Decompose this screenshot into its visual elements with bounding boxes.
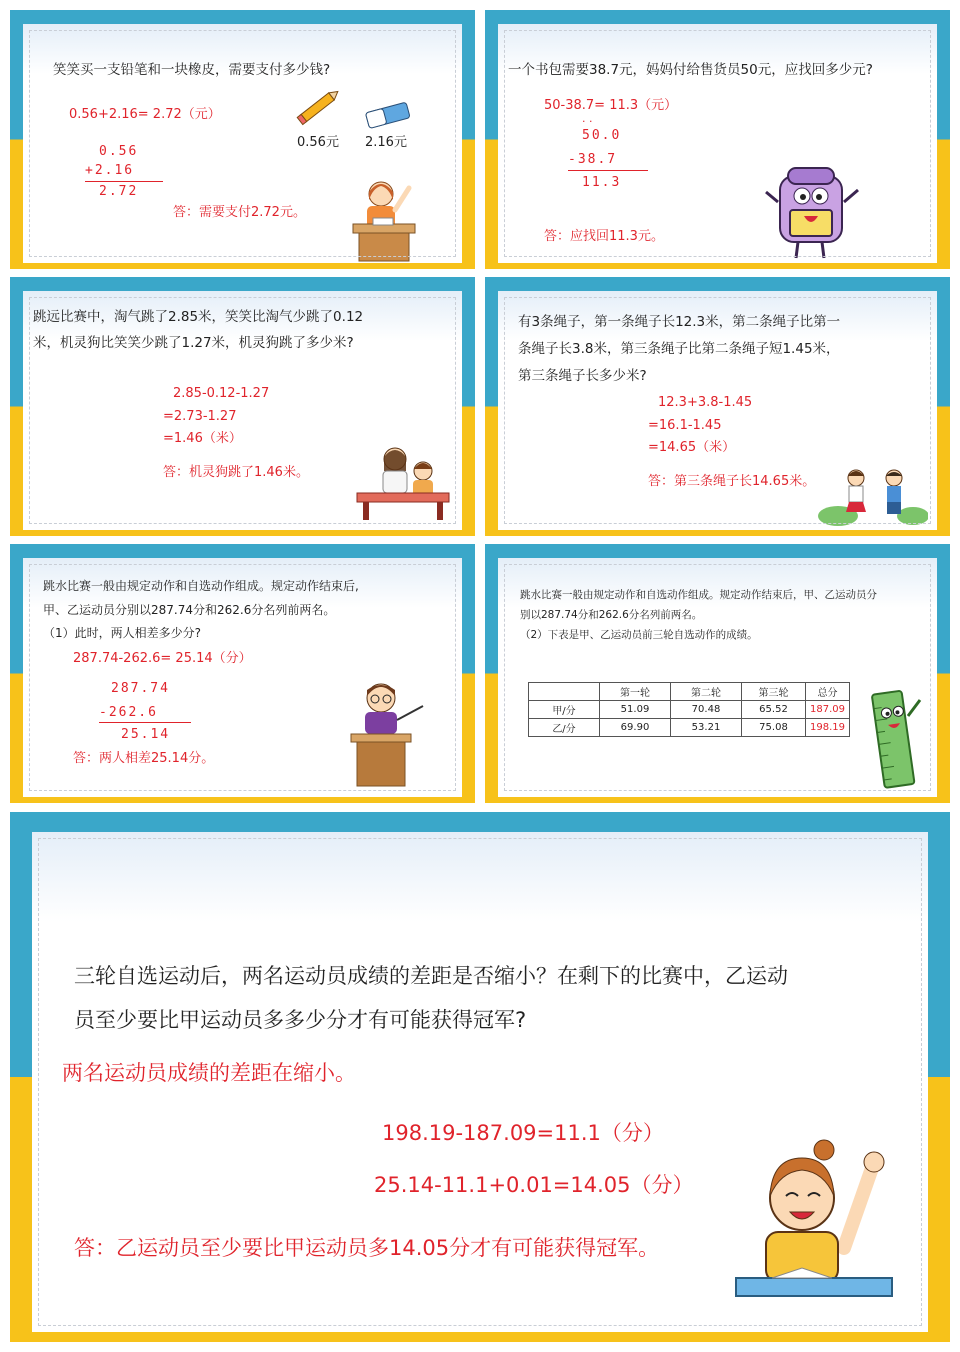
- question-line-1: 有3条绳子，第一条绳子长12.3米，第二条绳子比第一: [518, 314, 841, 330]
- vertical-addend-2: +2.16: [85, 163, 135, 178]
- teacher-podium-icon: [343, 676, 433, 788]
- intro-line-1: 跳水比赛一般由规定动作和自选动作组成。规定动作结束后,: [43, 579, 359, 593]
- vertical-rule: [85, 181, 163, 182]
- conclusion: 两名运动员成绩的差距在缩小。: [62, 1061, 356, 1085]
- ruler-character-icon: [868, 686, 923, 791]
- table-cell: 70.48: [671, 701, 742, 719]
- vertical-subtrahend: -38.7: [568, 152, 618, 167]
- step-2: =2.73-1.27: [163, 409, 237, 424]
- vertical-result: 25.14: [121, 727, 171, 742]
- vertical-rule: [568, 170, 648, 171]
- question: 一个书包需要38.7元，妈妈付给售货员50元，应找回多少元?: [508, 62, 873, 78]
- table-header-cell: 第一轮: [600, 683, 671, 701]
- table-cell-total: 198.19: [806, 719, 850, 737]
- table-header-cell: 第二轮: [671, 683, 742, 701]
- score-table: [528, 682, 850, 737]
- equation-1: 198.19-187.09=11.1（分）: [382, 1121, 664, 1145]
- vertical-minuend: 287.74: [111, 681, 170, 696]
- table-cell: 75.08: [742, 719, 806, 737]
- vertical-result: 2.72: [99, 184, 139, 199]
- answer: 答：乙运动员至少要比甲运动员多14.05分才有可能获得冠军。: [74, 1236, 660, 1260]
- table-cell: 53.21: [671, 719, 742, 737]
- slide-3: [10, 277, 475, 536]
- eraser-price: 2.16元: [365, 135, 407, 150]
- equation: 50-38.7= 11.3（元）: [544, 98, 678, 113]
- vertical-subtrahend: -262.6: [99, 705, 158, 720]
- question: 笑笑买一支铅笔和一块橡皮，需要支付多少钱?: [53, 62, 331, 78]
- question-line-2: 员至少要比甲运动员多多少分才有可能获得冠军?: [74, 1008, 527, 1032]
- girl-at-desk-icon: [343, 174, 423, 264]
- vertical-rule: [99, 722, 191, 723]
- table-header-cell: 第三轮: [742, 683, 806, 701]
- pencil-icon: [295, 86, 345, 126]
- answer: 答：两人相差25.14分。: [73, 751, 215, 766]
- table-header-cell: [529, 683, 600, 701]
- vertical-result: 11.3: [582, 175, 622, 190]
- slide-4: [485, 277, 950, 536]
- table-cell-total: 187.09: [806, 701, 850, 719]
- pencil-price: 0.56元: [297, 135, 339, 150]
- slide-6: [485, 544, 950, 803]
- table-row: [529, 719, 850, 737]
- mother-child-desk-icon: [353, 441, 453, 521]
- question-line-2: 条绳子长3.8米，第三条绳子比第二条绳子短1.45米，: [518, 341, 840, 357]
- slide-7: [10, 812, 950, 1342]
- step-2: =16.1-1.45: [648, 418, 722, 433]
- equation: 287.74-262.6= 25.14（分）: [73, 651, 252, 666]
- table-header-row: [529, 683, 850, 701]
- step-1: 2.85-0.12-1.27: [173, 386, 270, 401]
- step-3: =14.65（米）: [648, 440, 736, 455]
- table-header-cell: 总分: [806, 683, 850, 701]
- question-line-2: 米，机灵狗比笑笑少跳了1.27米，机灵狗跳了多少米?: [33, 335, 354, 351]
- backpack-character-icon: [758, 162, 868, 262]
- girl-raising-hand-icon: [732, 1128, 902, 1328]
- equation-2: 25.14-11.1+0.01=14.05（分）: [374, 1173, 694, 1197]
- sub-question: （1）此时，两人相差多少分?: [43, 626, 202, 640]
- slide-1: [10, 10, 475, 269]
- two-kids-icon: [818, 466, 928, 528]
- answer: 答：第三条绳子长14.65米。: [648, 474, 816, 489]
- sub-question: （2）下表是甲、乙运动员前三轮自选动作的成绩。: [520, 629, 758, 641]
- question-line-3: 第三条绳子长多少米?: [518, 368, 647, 384]
- table-cell: 69.90: [600, 719, 671, 737]
- table-cell: 65.52: [742, 701, 806, 719]
- vertical-minuend: 50.0: [582, 128, 622, 143]
- vertical-addend-1: 0.56: [99, 144, 139, 159]
- eraser-icon: [363, 99, 415, 133]
- intro-line-1: 跳水比赛一般由规定动作和自选动作组成。规定动作结束后，甲、乙运动员分: [520, 589, 877, 601]
- answer: 答：机灵狗跳了1.46米。: [163, 465, 309, 480]
- slide-2: [485, 10, 950, 269]
- question-line-1: 跳远比赛中，淘气跳了2.85米，笑笑比淘气少跳了0.12: [33, 309, 364, 325]
- intro-line-2: 别以287.74分和262.6分名列前两名。: [520, 609, 703, 621]
- step-3: =1.46（米）: [163, 431, 242, 446]
- intro-line-2: 甲、乙运动员分别以287.74分和262.6分名列前两名。: [43, 603, 336, 617]
- table-cell: 甲/分: [529, 701, 600, 719]
- table-cell: 51.09: [600, 701, 671, 719]
- answer: 答：应找回11.3元。: [544, 229, 664, 244]
- question-line-1: 三轮自选运动后，两名运动员成绩的差距是否缩小？在剩下的比赛中，乙运动: [74, 964, 788, 988]
- table-cell: 乙/分: [529, 719, 600, 737]
- answer: 答：需要支付2.72元。: [173, 205, 306, 220]
- table-row: [529, 701, 850, 719]
- borrow-dots: . .: [582, 112, 593, 125]
- slide-5: [10, 544, 475, 803]
- step-1: 12.3+3.8-1.45: [658, 395, 753, 410]
- equation: 0.56+2.16= 2.72（元）: [69, 107, 221, 122]
